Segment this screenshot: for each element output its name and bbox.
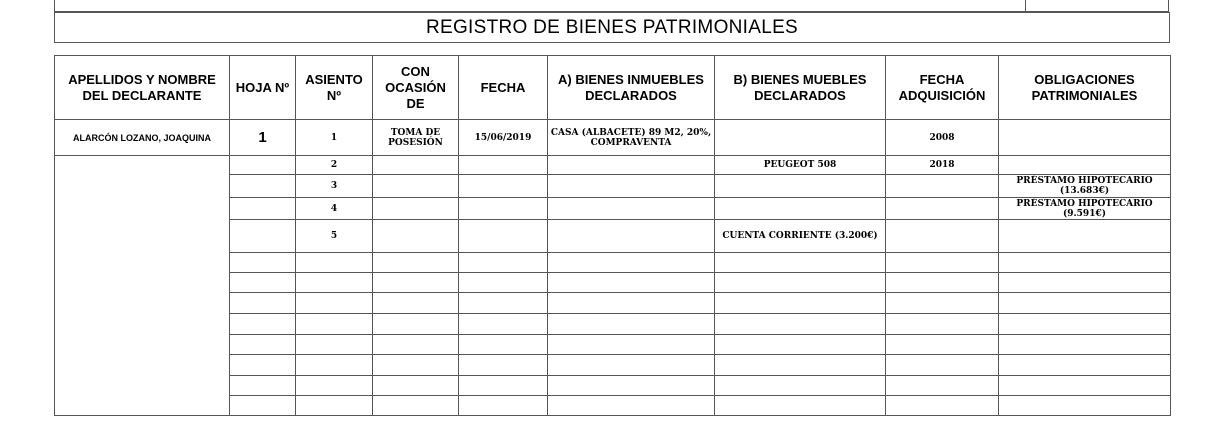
- cell-movable-assets: [715, 293, 886, 314]
- cell-sheet-number: [230, 156, 296, 175]
- cell-movable-assets: [715, 335, 886, 355]
- cell-occasion: [373, 198, 459, 220]
- table-row: [55, 198, 1171, 220]
- cell-occasion: [373, 335, 459, 355]
- cell-obligations: [999, 335, 1171, 355]
- cell-movable-assets: [715, 355, 886, 376]
- header-entry-number: ASIENTO Nº: [296, 56, 373, 120]
- cell-sheet-number: [230, 376, 296, 396]
- cell-real-estate: [548, 293, 715, 314]
- header-real-estate: A) BIENES INMUEBLES DECLARADOS: [548, 56, 715, 120]
- cell-sheet-number: [230, 253, 296, 273]
- cell-sheet-number: [230, 396, 296, 416]
- cell-movable-assets: [715, 376, 886, 396]
- cell-date: [459, 175, 548, 198]
- cell-obligations: [999, 220, 1171, 253]
- cell-declarant-name: [55, 220, 230, 253]
- cell-declarant-name: [55, 175, 230, 198]
- cell-sheet-number: [230, 293, 296, 314]
- cell-date: [459, 293, 548, 314]
- cell-acquisition-date: [886, 253, 999, 273]
- table-row: [55, 253, 1171, 273]
- cell-occasion: [373, 156, 459, 175]
- cell-movable-assets: [715, 273, 886, 293]
- cell-occasion: [373, 314, 459, 335]
- cell-movable-assets: CUENTA CORRIENTE (3.200€): [715, 220, 886, 253]
- cell-real-estate: [548, 198, 715, 220]
- register-table: [54, 55, 1171, 416]
- cell-real-estate: [548, 314, 715, 335]
- table-row: [55, 335, 1171, 355]
- header-obligations: OBLIGACIONES PATRIMONIALES: [999, 56, 1171, 120]
- table-row: [55, 273, 1171, 293]
- table-row: [55, 175, 1171, 198]
- cell-occasion: [373, 396, 459, 416]
- header-row: [55, 56, 1171, 120]
- cell-movable-assets: [715, 198, 886, 220]
- cell-entry-number: [296, 355, 373, 376]
- cell-date: [459, 253, 548, 273]
- cell-entry-number: 3: [296, 175, 373, 198]
- top-frame-divider: [1025, 0, 1026, 11]
- cell-declarant-name: ALARCÓN LOZANO, JOAQUINA: [55, 120, 230, 156]
- cell-date: [459, 156, 548, 175]
- cell-obligations: [999, 120, 1171, 156]
- cell-declarant-name: [55, 156, 230, 175]
- cell-acquisition-date: [886, 198, 999, 220]
- cell-entry-number: [296, 314, 373, 335]
- cell-entry-number: [296, 273, 373, 293]
- cell-obligations: [999, 376, 1171, 396]
- cell-acquisition-date: [886, 314, 999, 335]
- cell-movable-assets: PEUGEOT 508: [715, 156, 886, 175]
- cell-sheet-number: [230, 335, 296, 355]
- cell-real-estate: [548, 376, 715, 396]
- cell-declarant-name: [55, 355, 230, 376]
- cell-declarant-name: [55, 335, 230, 355]
- cell-acquisition-date: [886, 175, 999, 198]
- cell-declarant-name: [55, 198, 230, 220]
- cell-real-estate: [548, 253, 715, 273]
- cell-real-estate: [548, 175, 715, 198]
- cell-entry-number: [296, 376, 373, 396]
- cell-entry-number: 5: [296, 220, 373, 253]
- cell-real-estate: [548, 156, 715, 175]
- cell-date: [459, 396, 548, 416]
- header-acquisition-date: FECHA ADQUISICIÓN: [886, 56, 999, 120]
- cell-acquisition-date: [886, 293, 999, 314]
- table-row: [55, 376, 1171, 396]
- cell-declarant-name: [55, 396, 230, 416]
- cell-real-estate: [548, 355, 715, 376]
- document-title: REGISTRO DE BIENES PATRIMONIALES: [54, 12, 1170, 43]
- cell-date: [459, 335, 548, 355]
- cell-entry-number: 4: [296, 198, 373, 220]
- table-row: [55, 156, 1171, 175]
- cell-obligations: [999, 355, 1171, 376]
- cell-acquisition-date: [886, 273, 999, 293]
- cell-occasion: TOMA DE POSESIÓN: [373, 120, 459, 156]
- cell-movable-assets: [715, 314, 886, 335]
- top-frame: [54, 0, 1169, 12]
- cell-acquisition-date: [886, 355, 999, 376]
- cell-movable-assets: [715, 120, 886, 156]
- cell-sheet-number: [230, 355, 296, 376]
- cell-occasion: [373, 355, 459, 376]
- table-row: [55, 314, 1171, 335]
- cell-date: [459, 376, 548, 396]
- cell-date: [459, 220, 548, 253]
- cell-acquisition-date: [886, 335, 999, 355]
- cell-sheet-number: [230, 220, 296, 253]
- cell-entry-number: 1: [296, 120, 373, 156]
- header-declarant-name: APELLIDOS Y NOMBRE DEL DECLARANTE: [55, 56, 230, 120]
- cell-sheet-number: 1: [230, 120, 296, 156]
- cell-obligations: [999, 293, 1171, 314]
- cell-occasion: [373, 253, 459, 273]
- cell-acquisition-date: [886, 220, 999, 253]
- table-row: [55, 120, 1171, 156]
- cell-date: [459, 273, 548, 293]
- cell-date: [459, 198, 548, 220]
- cell-movable-assets: [715, 253, 886, 273]
- cell-acquisition-date: 2018: [886, 156, 999, 175]
- cell-date: [459, 314, 548, 335]
- cell-obligations: [999, 273, 1171, 293]
- cell-obligations: [999, 253, 1171, 273]
- cell-sheet-number: [230, 198, 296, 220]
- table-row: [55, 220, 1171, 253]
- cell-acquisition-date: 2008: [886, 120, 999, 156]
- table-row: [55, 293, 1171, 314]
- cell-occasion: [373, 220, 459, 253]
- cell-movable-assets: [715, 396, 886, 416]
- cell-real-estate: [548, 273, 715, 293]
- cell-obligations: [999, 396, 1171, 416]
- table-row: [55, 355, 1171, 376]
- cell-declarant-name: [55, 273, 230, 293]
- cell-declarant-name: [55, 314, 230, 335]
- cell-acquisition-date: [886, 376, 999, 396]
- cell-occasion: [373, 293, 459, 314]
- header-sheet-number: HOJA Nº: [230, 56, 296, 120]
- cell-entry-number: [296, 293, 373, 314]
- cell-declarant-name: [55, 376, 230, 396]
- cell-declarant-name: [55, 293, 230, 314]
- cell-sheet-number: [230, 175, 296, 198]
- cell-sheet-number: [230, 273, 296, 293]
- cell-entry-number: [296, 253, 373, 273]
- cell-real-estate: CASA (ALBACETE) 89 M2, 20%, COMPRAVENTA: [548, 120, 715, 156]
- cell-obligations: PRÉSTAMO HIPOTECARIO (9.591€): [999, 198, 1171, 220]
- cell-date: 15/06/2019: [459, 120, 548, 156]
- header-movable-assets: B) BIENES MUEBLES DECLARADOS: [715, 56, 886, 120]
- cell-declarant-name: [55, 253, 230, 273]
- cell-real-estate: [548, 335, 715, 355]
- cell-obligations: [999, 314, 1171, 335]
- cell-obligations: PRÉSTAMO HIPOTECARIO (13.683€): [999, 175, 1171, 198]
- cell-acquisition-date: [886, 396, 999, 416]
- cell-real-estate: [548, 396, 715, 416]
- cell-occasion: [373, 376, 459, 396]
- cell-entry-number: [296, 335, 373, 355]
- cell-obligations: [999, 156, 1171, 175]
- cell-entry-number: 2: [296, 156, 373, 175]
- header-occasion: CON OCASIÓN DE: [373, 56, 459, 120]
- cell-occasion: [373, 273, 459, 293]
- cell-sheet-number: [230, 314, 296, 335]
- cell-entry-number: [296, 396, 373, 416]
- table-row: [55, 396, 1171, 416]
- cell-real-estate: [548, 220, 715, 253]
- cell-date: [459, 355, 548, 376]
- cell-movable-assets: [715, 175, 886, 198]
- cell-occasion: [373, 175, 459, 198]
- header-date: FECHA: [459, 56, 548, 120]
